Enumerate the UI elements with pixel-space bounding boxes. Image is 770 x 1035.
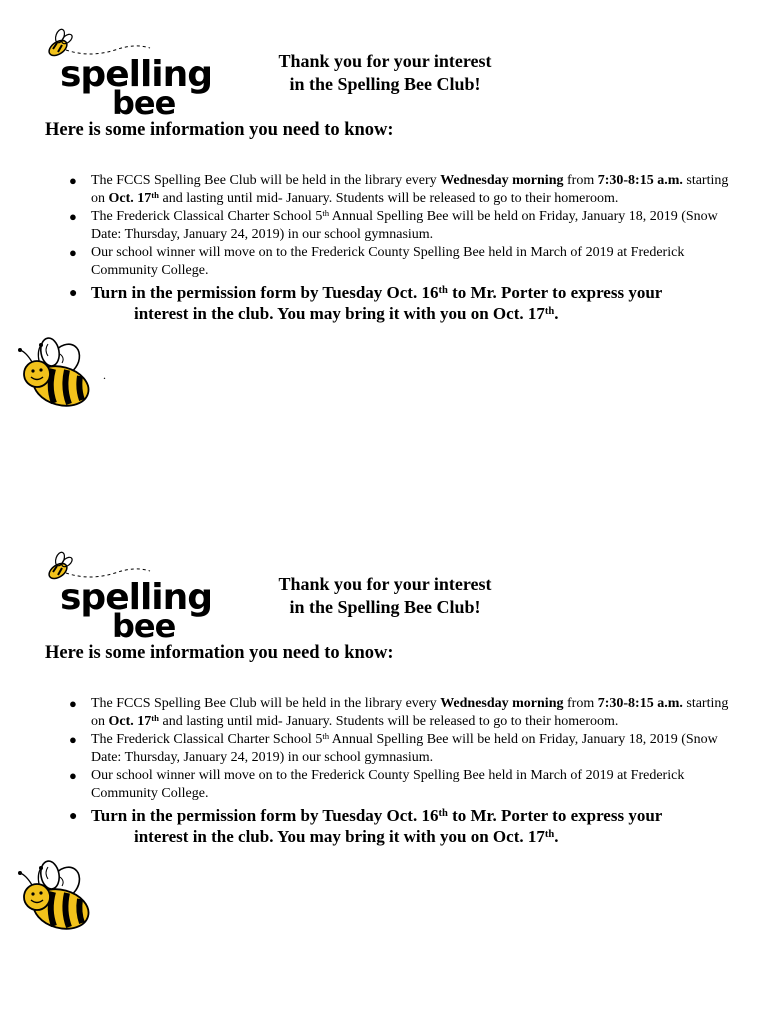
logo-word-bee: bee: [112, 607, 176, 645]
bullet-icon: ●: [69, 732, 77, 747]
title-line-2: in the Spelling Bee Club!: [289, 74, 481, 94]
title-line-2: in the Spelling Bee Club!: [289, 597, 481, 617]
page-title: [230, 50, 540, 96]
flyer-top: [0, 0, 770, 512]
stray-mark: .: [103, 368, 106, 382]
info-list: [69, 172, 741, 324]
spelling-bee-logo: [40, 28, 213, 122]
logo-word-spelling: spelling: [60, 54, 213, 95]
info-list: [69, 695, 741, 847]
page-title: [230, 573, 540, 619]
list-item: ● The Frederick Classical Charter School 5th Annual Spelling Bee will be held on Friday, January 18, 2019 (Snow Date: Thursday, January 24, 2019) in our school gymnasium.: [69, 730, 718, 765]
cartoon-bee-icon: [18, 332, 93, 410]
cartoon-bee-icon: [18, 855, 93, 933]
bullet-icon: ●: [69, 245, 77, 260]
logo-word-spelling: spelling: [60, 577, 213, 618]
list-item: ● Our school winner will move on to the Frederick County Spelling Bee held in March of 2019 at Frederick Community College.: [69, 768, 685, 801]
section-heading: Here is some information you need to know:: [45, 643, 394, 663]
list-item: ● The FCCS Spelling Bee Club will be held in the library every Wednesday morning from 7:30-8:15 a.m. starting on Oct. 17th and lasting until mid- January. Students will be released to go to their homeroom.: [69, 696, 729, 729]
list-item-permission: ● Turn in the permission form by Tuesday Oct. 16th to Mr. Porter to express your interest in the club. You may bring it with you on Oct. 17th.: [69, 283, 663, 323]
title-line-1: Thank you for your interest: [278, 574, 492, 594]
list-item-permission: ● Turn in the permission form by Tuesday Oct. 16th to Mr. Porter to express your interest in the club. You may bring it with you on Oct. 17th.: [69, 806, 663, 846]
list-item: ● The FCCS Spelling Bee Club will be held in the library every Wednesday morning from 7:30-8:15 a.m. starting on Oct. 17th and lasting until mid- January. Students will be released to go to their homeroom.: [69, 173, 729, 206]
bullet-icon: ●: [69, 286, 78, 301]
bullet-icon: ●: [69, 209, 77, 224]
spelling-bee-logo: [40, 551, 213, 645]
bullet-icon: ●: [69, 696, 77, 711]
title-line-1: Thank you for your interest: [278, 51, 492, 71]
bullet-icon: ●: [69, 173, 77, 188]
section-heading: Here is some information you need to know:: [45, 120, 394, 140]
logo-word-bee: bee: [112, 84, 176, 122]
flyer-bottom: [0, 523, 770, 1035]
list-item: ● The Frederick Classical Charter School 5th Annual Spelling Bee will be held on Friday, January 18, 2019 (Snow Date: Thursday, January 24, 2019) in our school gymnasium.: [69, 207, 718, 242]
list-item: ● Our school winner will move on to the Frederick County Spelling Bee held in March of 2019 at Frederick Community College.: [69, 245, 685, 278]
bullet-icon: ●: [69, 768, 77, 783]
bullet-icon: ●: [69, 809, 78, 824]
